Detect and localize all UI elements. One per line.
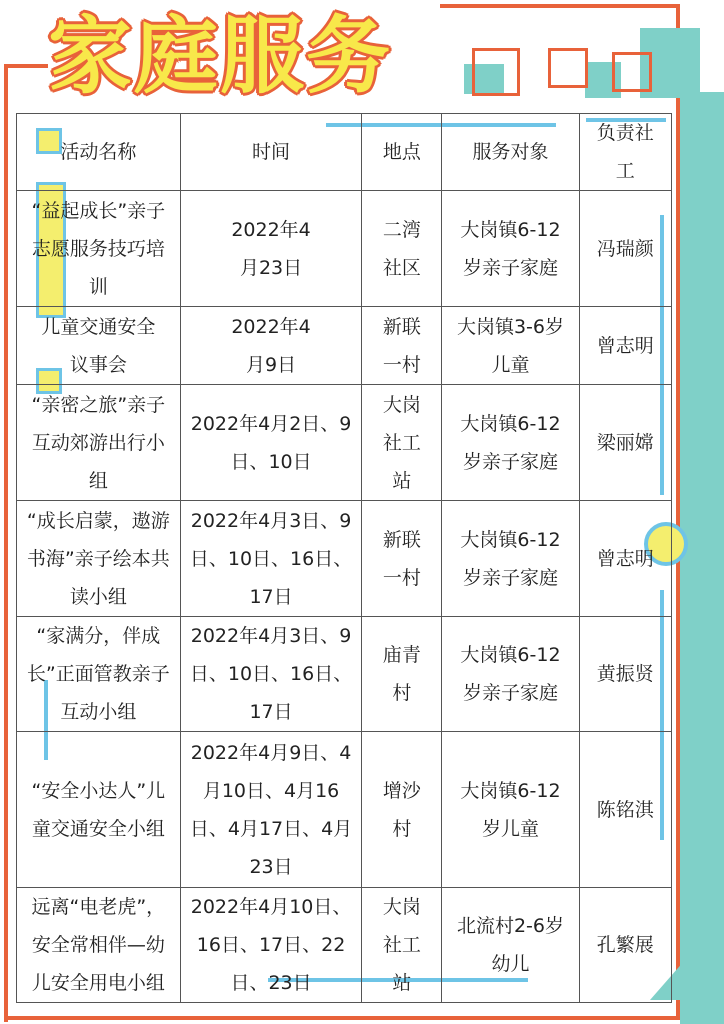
orange-frame-top-right: [440, 4, 680, 8]
cell-time: 2022年4月2日、9日、10日: [180, 385, 362, 501]
table-row: [17, 501, 672, 617]
orange-frame-top-left: [4, 64, 48, 68]
cell-worker: 黄振贤: [579, 617, 671, 732]
table-row: [17, 732, 672, 888]
cell-activity-name: 儿童交通安全议事会: [17, 307, 181, 385]
orange-frame-bottom: [4, 1016, 680, 1020]
table-row: [17, 307, 672, 385]
teal-block-right: [680, 92, 724, 1024]
cell-time: 2022年4月3日、9日、10日、16日、17日: [180, 501, 362, 617]
cell-worker: 孔繁展: [579, 888, 671, 1003]
page-title: 家庭服务: [48, 7, 393, 105]
cell-worker: 梁丽嫦: [579, 385, 671, 501]
cell-worker: 冯瑞颜: [579, 191, 671, 307]
orange-square-1: [472, 48, 520, 96]
cell-activity-name: “亲密之旅”亲子互动郊游出行小组: [17, 385, 181, 501]
cell-activity-name: “家满分，伴成长”正面管教亲子互动小组: [17, 617, 181, 732]
table-row: [17, 617, 672, 732]
table-row: [17, 888, 672, 1003]
orange-square-2: [548, 48, 588, 88]
header-activity-name: 活动名称: [17, 114, 181, 191]
cell-service-target: 大岗镇6-12岁亲子家庭: [442, 501, 579, 617]
table-header-row: [17, 114, 672, 191]
cell-location: 大岗社工站: [362, 385, 442, 501]
cell-time: 2022年4月9日、4月10日、4月16日、4月17日、4月23日: [180, 732, 362, 888]
header-location: 地点: [362, 114, 442, 191]
orange-frame-left: [4, 64, 8, 1022]
cell-location: 新联一村: [362, 307, 442, 385]
header-time: 时间: [180, 114, 362, 191]
cell-service-target: 北流村2-6岁幼儿: [442, 888, 579, 1003]
cell-location: 新联一村: [362, 501, 442, 617]
cell-service-target: 大岗镇6-12岁亲子家庭: [442, 191, 579, 307]
table-row: [17, 191, 672, 307]
cell-service-target: 大岗镇6-12岁亲子家庭: [442, 617, 579, 732]
orange-square-3: [612, 52, 652, 92]
header-service-target: 服务对象: [442, 114, 579, 191]
cell-service-target: 大岗镇3-6岁儿童: [442, 307, 579, 385]
cell-time: 2022年4月9日: [180, 307, 362, 385]
cell-location: 庙青村: [362, 617, 442, 732]
cell-service-target: 大岗镇6-12岁亲子家庭: [442, 385, 579, 501]
header-worker: 负责社工: [579, 114, 671, 191]
cell-location: 二湾社区: [362, 191, 442, 307]
cell-time: 2022年4月3日、9日、10日、16日、17日: [180, 617, 362, 732]
cell-activity-name: 远离“电老虎”，安全常相伴—幼儿安全用电小组: [17, 888, 181, 1003]
cell-activity-name: “安全小达人”儿童交通安全小组: [17, 732, 181, 888]
cell-worker: 曾志明: [579, 501, 671, 617]
schedule-table: [16, 113, 672, 1003]
table-row: [17, 385, 672, 501]
cell-worker: 陈铭淇: [579, 732, 671, 888]
cell-service-target: 大岗镇6-12岁儿童: [442, 732, 579, 888]
cell-location: 增沙村: [362, 732, 442, 888]
cell-activity-name: “成长启蒙，遨游书海”亲子绘本共读小组: [17, 501, 181, 617]
cell-worker: 曾志明: [579, 307, 671, 385]
cell-time: 2022年4月23日: [180, 191, 362, 307]
cell-activity-name: “益起成长”亲子志愿服务技巧培训: [17, 191, 181, 307]
cell-time: 2022年4月10日、16日、17日、22日、23日: [180, 888, 362, 1003]
cell-location: 大岗社工站: [362, 888, 442, 1003]
